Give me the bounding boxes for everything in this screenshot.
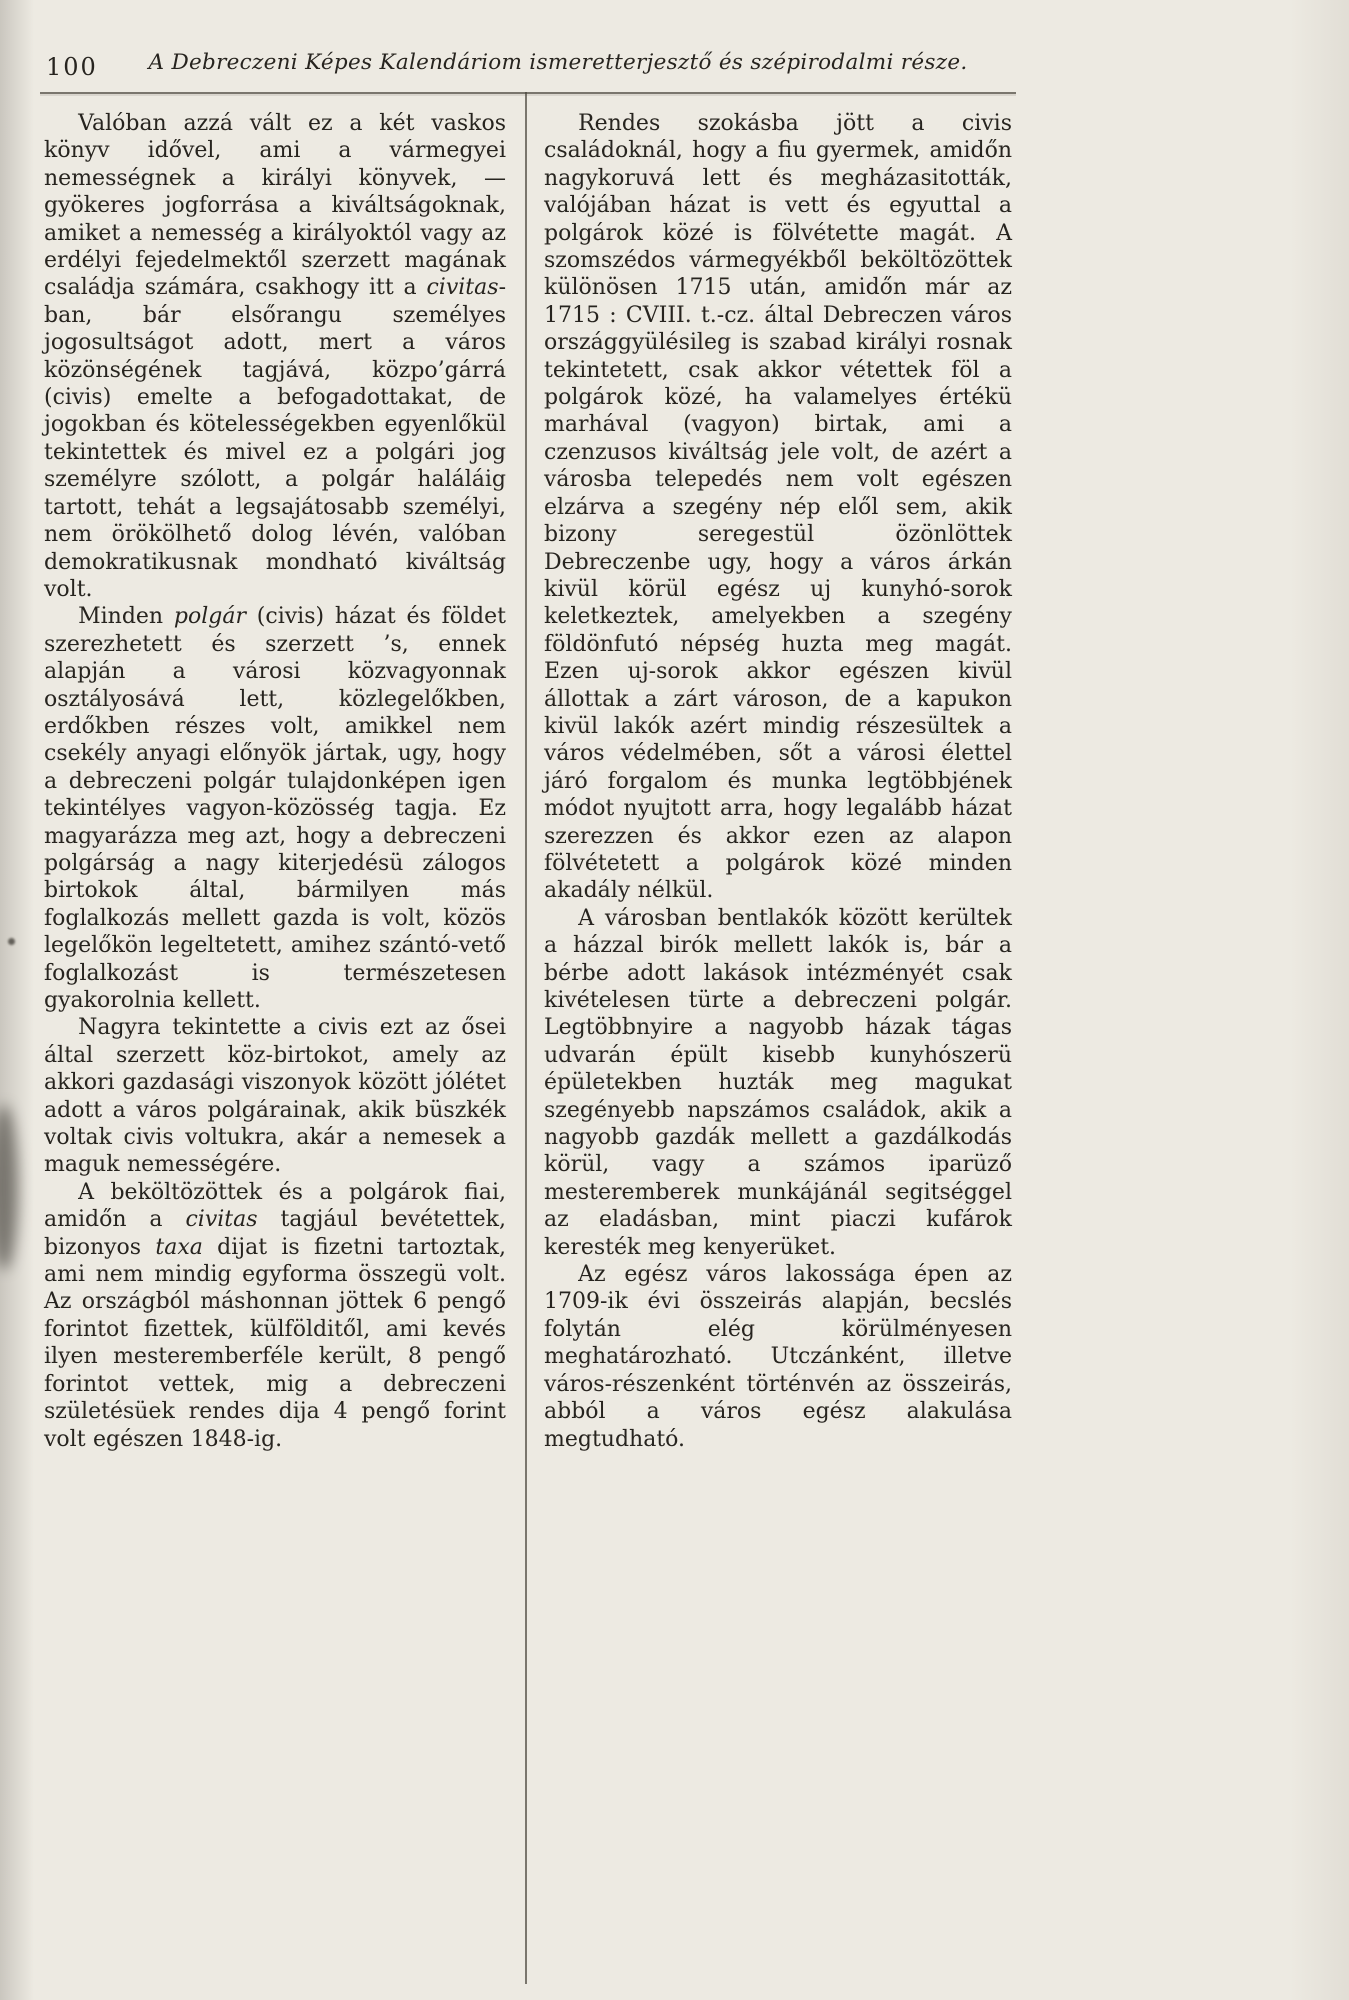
column-divider bbox=[506, 110, 544, 1453]
text-run-italic: civitas bbox=[185, 1207, 258, 1233]
paragraph bbox=[44, 1014, 506, 1178]
text-run: -ban, bár elsőrangu személyes jogosultságot adott, mert a város közönségének tagjává, közpo’gárrá (civis) emelte a befogadottakat, de jogokban és kötelességekben egyenlőkül tekintettek és mivel ez a polgári jog személyre szólott, a polgár haláláig tartott, tehát a legsajátosabb személyi, nem örökölhető dolog lévén, valóban demokratikusnak mondható kiváltság volt. bbox=[44, 275, 506, 602]
paragraph bbox=[544, 1261, 1012, 1453]
text-run-italic: taxa bbox=[155, 1234, 203, 1260]
right-column bbox=[544, 110, 1012, 1453]
running-title: A Debreczeni Képes Kalendáriom ismeretterjesztő és szépirodalmi része. bbox=[148, 50, 968, 75]
text-run: Valóban azzá vált ez a két vaskos könyv idővel, ami a vármegyei nemességnek a királyi könyvek, — gyökeres jogforrása a kiváltságoknak, amiket a nemesség a királyoktól vagy az erdélyi fejedelmektől szerzett magának családja számára, csakhogy itt a bbox=[44, 111, 506, 301]
page-number: 100 bbox=[46, 53, 98, 81]
text-run: Minden bbox=[78, 604, 174, 630]
paragraph bbox=[44, 603, 506, 1014]
page-header bbox=[44, 50, 1012, 84]
paragraph bbox=[44, 110, 506, 603]
text-run: tagjául bevétettek, bizonyos bbox=[44, 1207, 506, 1260]
text-columns bbox=[44, 110, 1012, 1453]
left-column bbox=[44, 110, 506, 1453]
header-rule bbox=[40, 92, 1016, 94]
scan-smudge-artifact bbox=[0, 1105, 18, 1270]
text-run: A városban bentlakók között kerültek a házzal birók mellett lakók is, bár a bérbe adott lakások intézményét csak kivételesen türte a debreczeni polgár. Legtöbbnyire a nagyobb házak tágas udvarán épült kisebb kunyhószerü épületekben huzták meg magukat szegényebb napszámos családok, akik a nagyobb gazdák mellett a gazdálkodás körül, vagy a számos iparüző mesteremberek munkájánál segitséggel az eladásban, mint piaczi kufárok keresték meg kenyerüket. bbox=[544, 905, 1012, 1260]
scan-speck-artifact bbox=[8, 938, 15, 945]
text-run: A beköltözöttek és a polgárok fiai, amidőn a bbox=[44, 1179, 506, 1233]
text-run: dijat is fizetni tartoztak, ami nem mindig egyforma összegü volt. Az országból máshonnan jöttek 6 pengő forintot fizettek, külfölditől, ami kevés ilyen mesteremberféle került, 8 pengő forintot vettek, mig a debreczeni születésüek rendes dija 4 pengő forint volt egészen 1848-ig. bbox=[44, 1234, 506, 1452]
text-run: Rendes szokásba jött a civis családoknál, hogy a fiu gyermek, amidőn nagykoruvá lett és megházasitották, valójában házat is vett és egyuttal a polgárok közé is fölvétette magát. A szomszédos vármegyékből beköltözöttek különösen 1715 után, amidőn már az 1715 : CVIII. t.-cz. által Debreczen város országgyülésileg is szabad királyi rosnak tekintetett, csak akkor vétettek föl a polgárok közé, ha valamelyes értékü marhával (vagyon) birtak, ami a czenzusos kiváltság jele volt, de azért a városba telepedés nem volt egészen elzárva a szegény nép elől sem, akik bizony seregestül özönlöttek Debreczenbe ugy, hogy a város árkán kivül körül egész uj kunyhó-sorok keletkeztek, amelyekben a szegény földönfutó népség huzta meg magát. Ezen uj-sorok akkor egészen kivül állottak a zárt városon, de a kapukon kivül lakók azért mindig részesültek a város védelmében, sőt a városi élettel járó forgalom és munka legtöbbjének módot nyujtott arra, hogy legalább házat szerezzen és akkor ezen az alapon fölvétetett a polgárok közé minden akadály nélkül. bbox=[544, 111, 1012, 904]
paragraph bbox=[544, 110, 1012, 905]
text-run-italic: polgár bbox=[173, 604, 246, 630]
text-run-italic: civitas bbox=[426, 275, 499, 301]
text-run: Az egész város lakossága épen az 1709-ik évi összeirás alapján, becslés folytán elég körülményesen meghatározható. Utczánként, illetve város-részenként történvén az összeirás, abból a város egész alakulása megtudható. bbox=[544, 1262, 1012, 1452]
paragraph bbox=[544, 905, 1012, 1261]
text-run: (civis) házat és földet szerezhetett és szerzett ’s, ennek alapján a városi közvagyonnak osztályosává lett, közlegelőkben, erdőkben részes volt, amikkel nem csekély anyagi előnyök jártak, ugy, hogy a debreczeni polgár tulajdonképen igen tekintélyes vagyon-közösség tagja. Ez magyarázza meg azt, hogy a debreczeni polgárság a nagy kiterjedésü zálogos birtokok által, bármilyen más foglalkozás mellett gazda is volt, közös legelőkön legeltetett, amihez szántó-vető foglalkozást is természetesen gyakorolnia kellett. bbox=[44, 604, 506, 1013]
text-run: Nagyra tekintette a civis ezt az ősei által szerzett köz-birtokot, amely az akkori gazdasági viszonyok között jólétet adott a város polgárainak, akik büszkék voltak civis voltukra, akár a nemesek a maguk nemességére. bbox=[44, 1015, 506, 1178]
paragraph bbox=[44, 1179, 506, 1453]
